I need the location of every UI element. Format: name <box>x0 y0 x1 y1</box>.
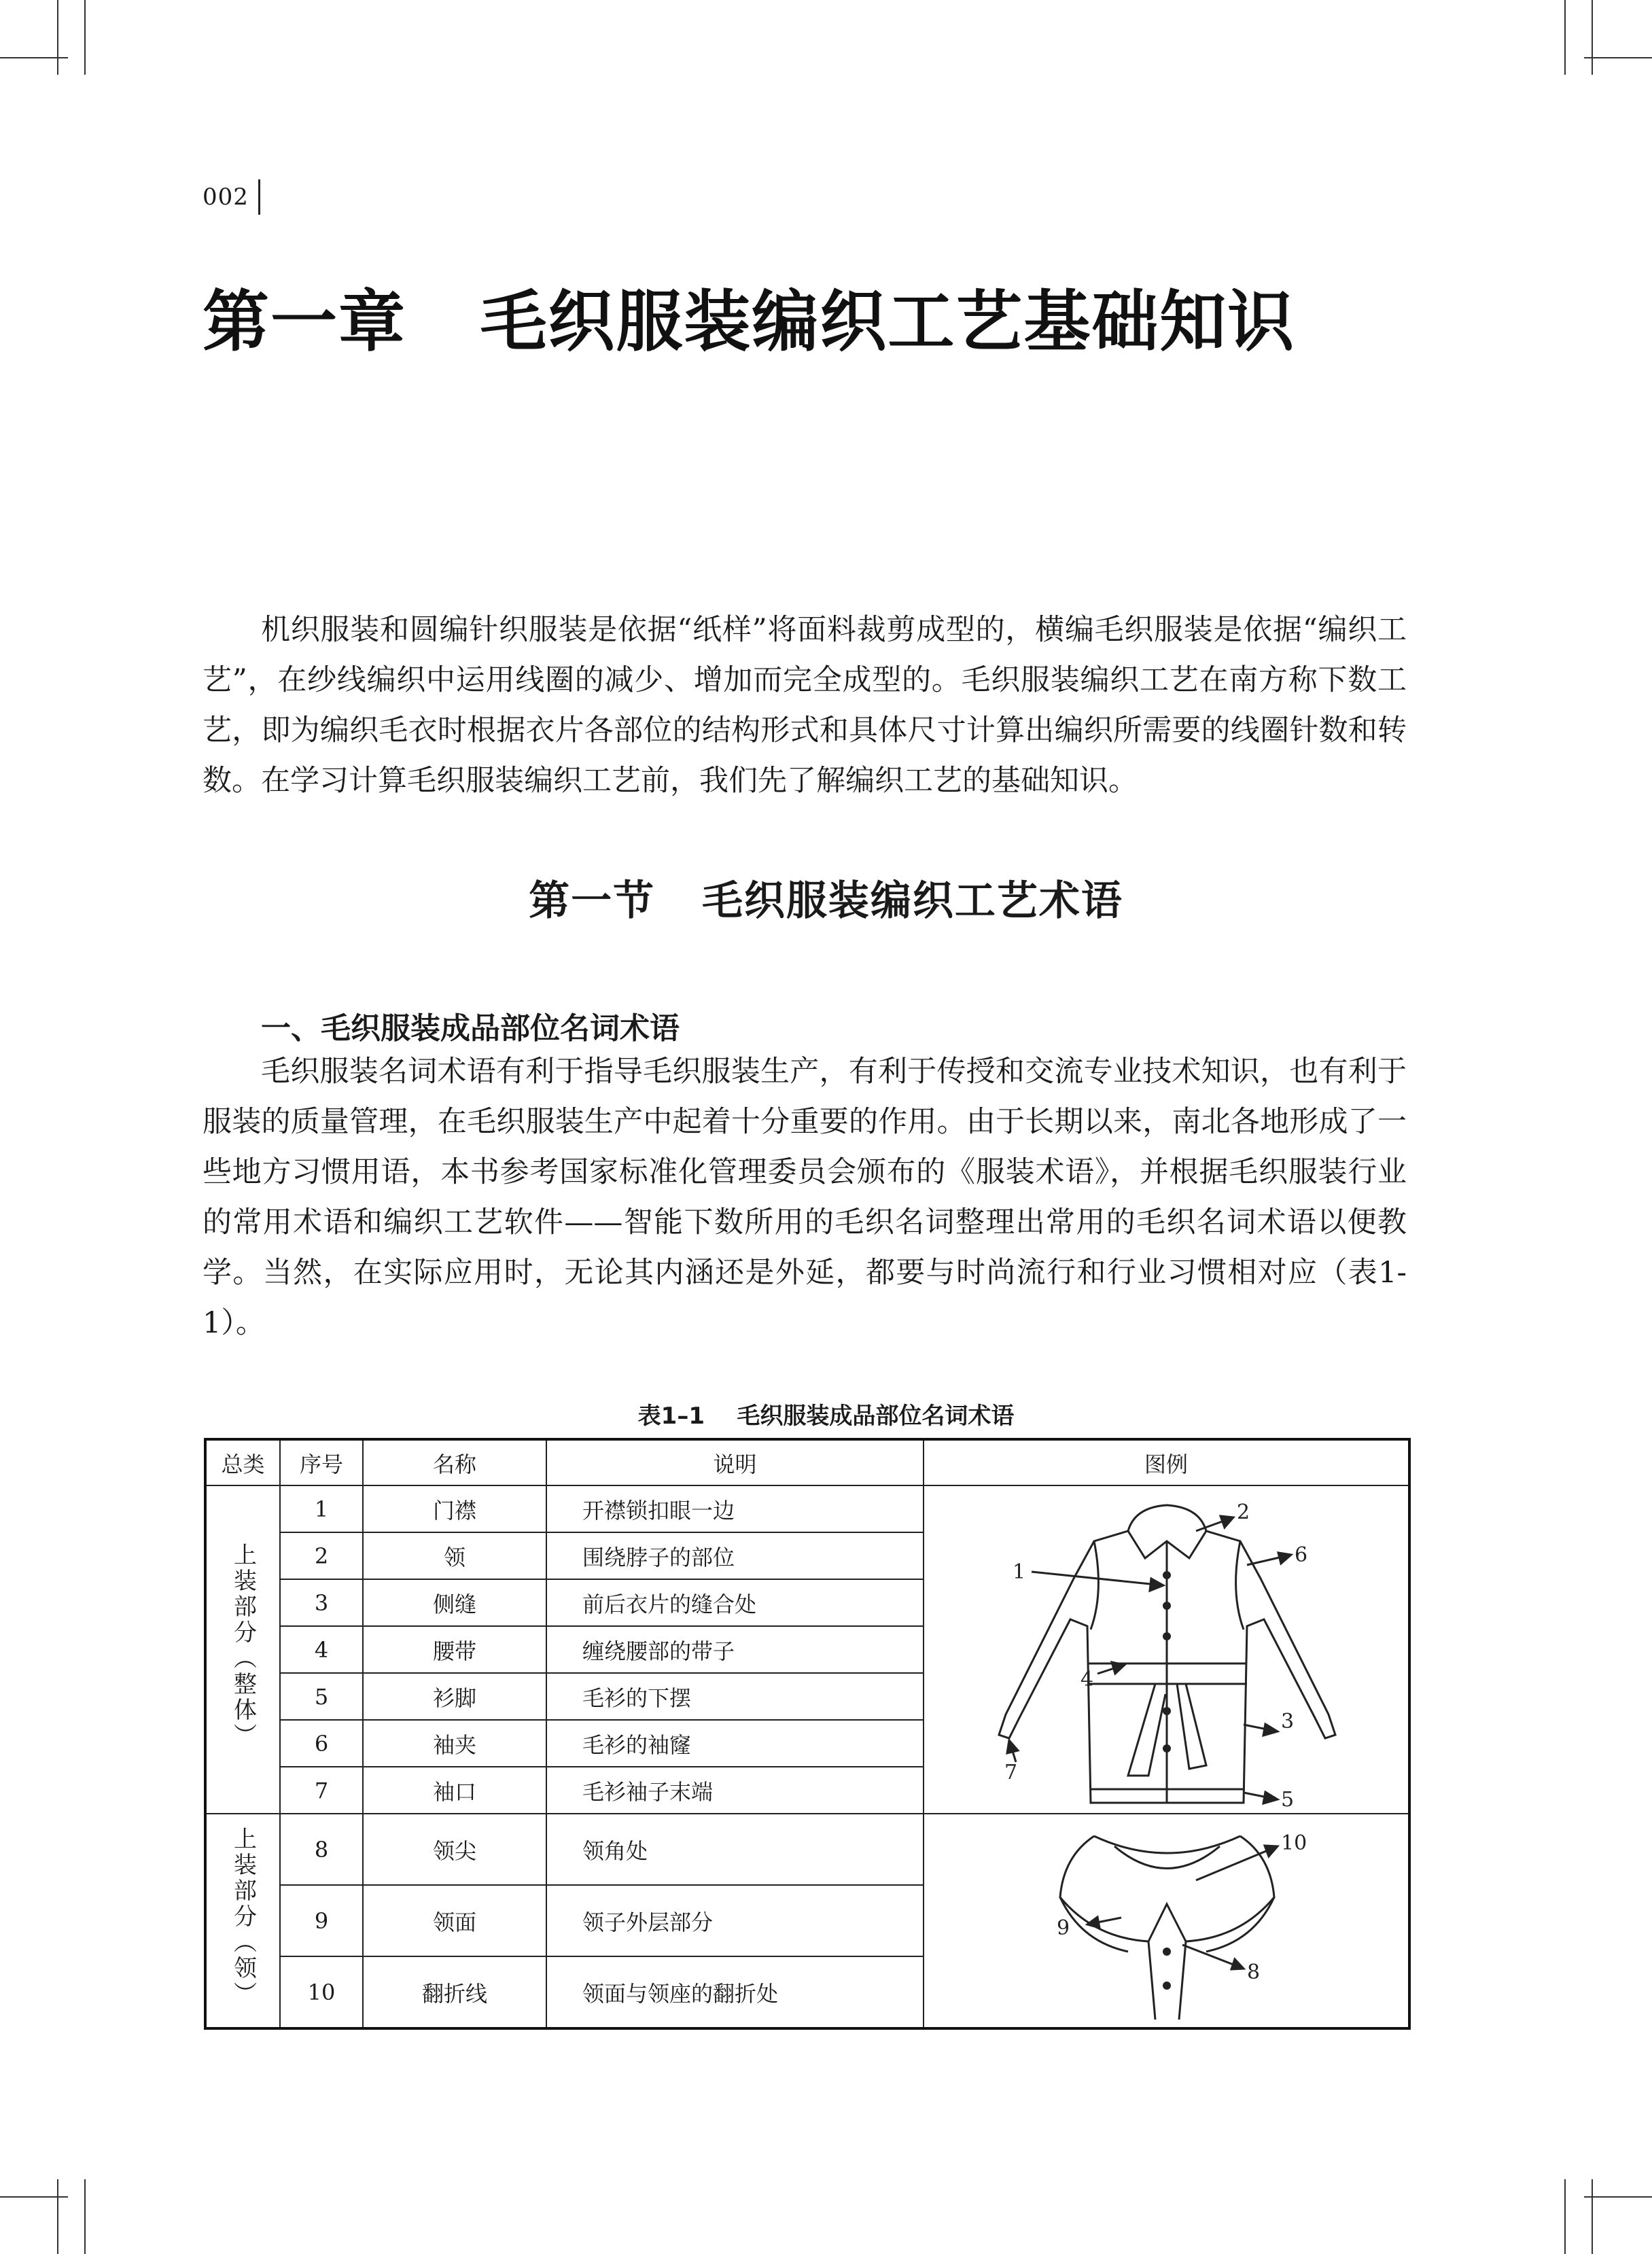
sweater-illustration <box>924 1485 1409 1814</box>
intro-paragraph: 机织服装和圆编针织服装是依据“纸样”将面料裁剪成型的，横编毛织服装是依据“编织工艺”，在纱线编织中运用线圈的减少、增加而完全成型的。毛织服装编织工艺在南方称下数工艺，即为编织毛衣时根据衣片各部位的结构形式和具体尺寸计算出编织所需要的线圈针数和转数。在学习计算毛织服装编织工艺前，我们先了解编织工艺的基础知识。 <box>203 613 1407 798</box>
term-name: 领面 <box>363 1885 546 1956</box>
category-cell <box>205 1485 280 1814</box>
term-description: 开襟锁扣眼一边 <box>546 1485 924 1532</box>
crop-mark <box>84 0 86 75</box>
figure-label: 1 <box>1013 1560 1026 1584</box>
term-description: 缠绕腰部的带子 <box>546 1626 924 1673</box>
figure-label: 2 <box>1237 1500 1250 1524</box>
collar-drawing <box>924 1816 1410 2026</box>
page-number: 002 <box>203 183 249 211</box>
header-illustration: 图例 <box>924 1439 1409 1485</box>
category-cell <box>205 1814 280 2028</box>
figure-label: 5 <box>1281 1788 1295 1809</box>
crop-mark <box>57 0 58 75</box>
header-category: 总类 <box>205 1439 280 1485</box>
row-number: 2 <box>280 1532 363 1579</box>
term-name: 腰带 <box>363 1626 546 1673</box>
section-title: 第一节 毛织服装编织工艺术语 <box>529 877 1123 925</box>
term-description: 毛衫袖子末端 <box>546 1767 924 1814</box>
row-number: 5 <box>280 1673 363 1720</box>
row-number: 8 <box>280 1814 363 1885</box>
crop-mark <box>1584 2196 1652 2198</box>
table-header-row <box>205 1439 1409 1485</box>
row-number: 10 <box>280 1956 363 2028</box>
terms-table <box>204 1438 1411 2030</box>
term-description: 领角处 <box>546 1814 924 1885</box>
figure-label: 8 <box>1247 1960 1261 1984</box>
term-description: 毛衫的袖窿 <box>546 1720 924 1767</box>
page-number-divider <box>258 179 260 215</box>
term-description: 领子外层部分 <box>546 1885 924 1956</box>
term-name: 门襟 <box>363 1485 546 1532</box>
cardigan-drawing <box>924 1490 1410 1809</box>
term-description: 毛衫的下摆 <box>546 1673 924 1720</box>
header-name: 名称 <box>363 1439 546 1485</box>
figure-label: 3 <box>1281 1710 1295 1733</box>
term-description: 领面与领座的翻折处 <box>546 1956 924 2028</box>
category-label: 上装部分（整体） <box>229 1543 257 1749</box>
table-row <box>205 1485 1409 1532</box>
header-description: 说明 <box>546 1439 924 1485</box>
category-label: 上装部分（领） <box>229 1827 257 2007</box>
chapter-title: 第一章 毛织服装编织工艺基础知识 <box>203 283 1296 361</box>
crop-mark <box>1564 2179 1566 2254</box>
collar-illustration <box>924 1814 1409 2028</box>
row-number: 7 <box>280 1767 363 1814</box>
table-row <box>205 1814 1409 1885</box>
term-name: 衫脚 <box>363 1673 546 1720</box>
header-number: 序号 <box>280 1439 363 1485</box>
term-name: 袖夹 <box>363 1720 546 1767</box>
body-paragraph: 毛织服装名词术语有利于指导毛织服装生产，有利于传授和交流专业技术知识，也有利于服装的质量管理，在毛织服装生产中起着十分重要的作用。由于长期以来，南北各地形成了一些地方习惯用语，本书参考国家标准化管理委员会颁布的《服装术语》，并根据毛织服装行业的常用术语和编织工艺软件——智能下数所用的毛织名词整理出常用的毛织名词术语以便教学。当然，在实际应用时，无论其内涵还是外延，都要与时尚流行和行业习惯相对应（表1-1）。 <box>203 1055 1407 1340</box>
crop-mark <box>84 2179 86 2254</box>
term-name: 领尖 <box>363 1814 546 1885</box>
term-name: 袖口 <box>363 1767 546 1814</box>
figure-label: 4 <box>1080 1668 1094 1691</box>
row-number: 9 <box>280 1885 363 1956</box>
figure-label: 6 <box>1295 1543 1308 1567</box>
term-name: 领 <box>363 1532 546 1579</box>
term-name: 侧缝 <box>363 1579 546 1626</box>
figure-label: 9 <box>1057 1916 1070 1940</box>
figure-label: 7 <box>1004 1761 1018 1784</box>
crop-mark <box>57 2179 58 2254</box>
term-description: 前后衣片的缝合处 <box>546 1579 924 1626</box>
crop-mark <box>1584 57 1652 58</box>
row-number: 3 <box>280 1579 363 1626</box>
subsection-title: 一、毛织服装成品部位名词术语 <box>261 1011 680 1046</box>
crop-mark <box>1564 0 1566 75</box>
table-caption: 表1–1 毛织服装成品部位名词术语 <box>637 1403 1015 1430</box>
term-name: 翻折线 <box>363 1956 546 2028</box>
row-number: 1 <box>280 1485 363 1532</box>
figure-label: 10 <box>1281 1831 1307 1855</box>
crop-mark <box>1592 0 1593 75</box>
term-description: 围绕脖子的部位 <box>546 1532 924 1579</box>
row-number: 4 <box>280 1626 363 1673</box>
row-number: 6 <box>280 1720 363 1767</box>
crop-mark <box>1592 2179 1593 2254</box>
